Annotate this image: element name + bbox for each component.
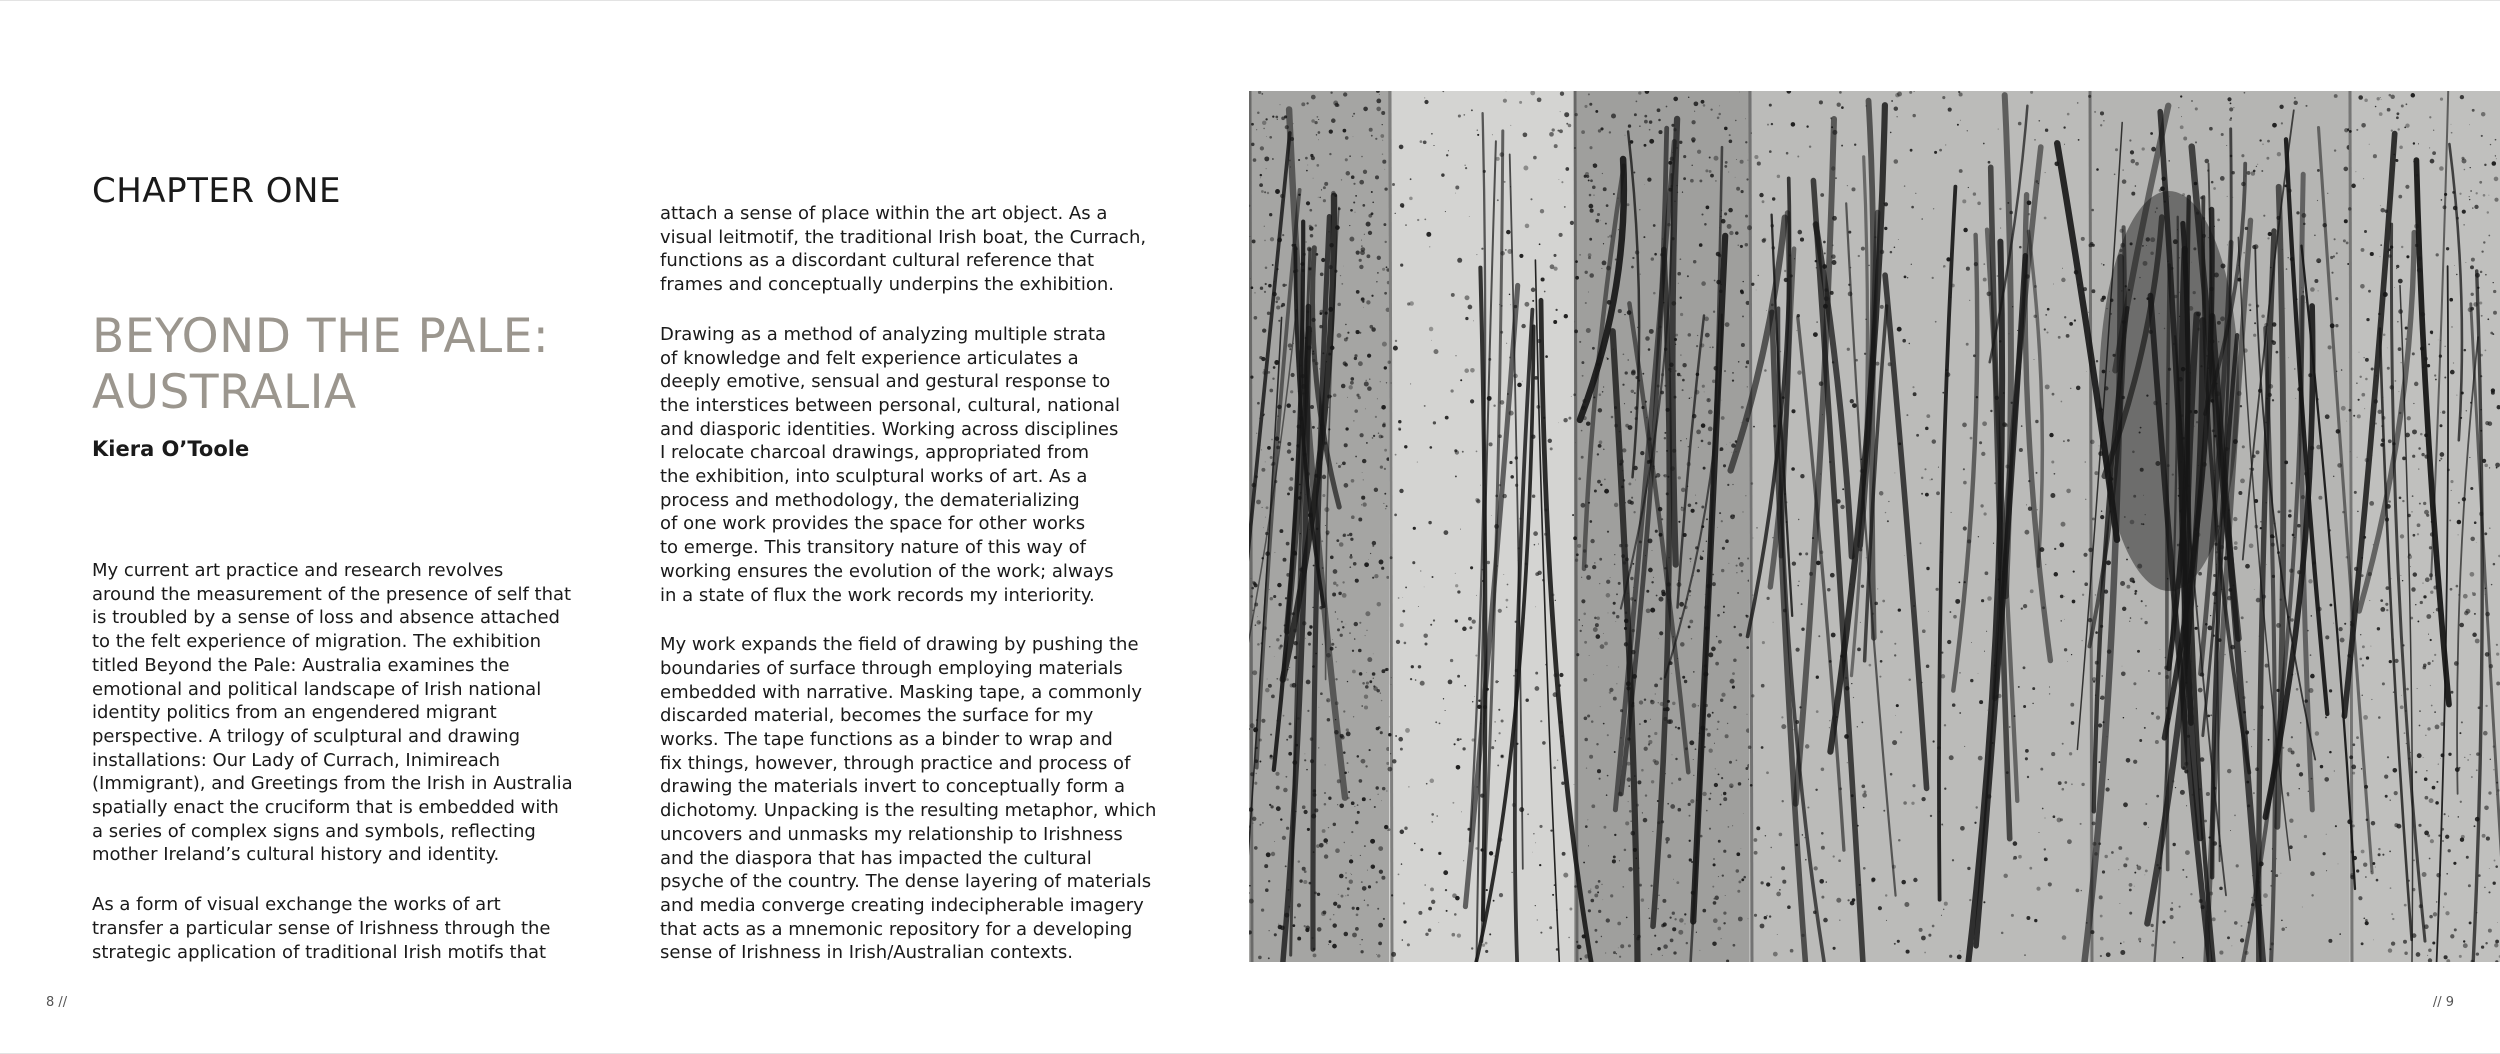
text-line: I relocate charcoal drawings, appropriated from (660, 442, 1090, 464)
text-line: visual leitmotif, the traditional Irish boat, the Currach, (660, 226, 1147, 248)
tape-edge (2090, 91, 2092, 962)
text-line: is troubled by a sense of loss and absence attached (92, 607, 560, 629)
left-text-column (92, 559, 582, 990)
text-line: discarded material, becomes the surface for my (660, 705, 1094, 727)
tape-edge (1390, 91, 1392, 962)
right-text-column (660, 202, 1160, 991)
text-line: titled Beyond the Pale: Australia examines the (92, 654, 510, 676)
article-title (92, 309, 549, 421)
page-number-left: 8 // (46, 995, 68, 1010)
text-line: around the measurement of the presence of self that (92, 583, 572, 605)
text-line: emotional and political landscape of Irish national (92, 678, 542, 700)
text-line: of knowledge and felt experience articulates a (660, 347, 1079, 369)
text-line: boundaries of surface through employing materials (660, 657, 1123, 679)
text-line: deeply emotive, sensual and gestural response to (660, 371, 1111, 393)
text-line: that acts as a mnemonic repository for a developing (660, 918, 1133, 940)
text-line: attach a sense of place within the art object. As a (660, 203, 1108, 224)
text-line: transfer a particular sense of Irishness through the (92, 917, 551, 939)
author-name: Kiera O’Toole (92, 437, 250, 461)
page-number-right: // 9 (2432, 995, 2454, 1010)
text-line: functions as a discordant cultural reference that (660, 250, 1095, 272)
text-line: identity politics from an engendered migrant (92, 702, 497, 724)
right-paragraph-2 (660, 323, 1160, 607)
text-line: fix things, however, through practice and process of (660, 752, 1131, 774)
right-paragraph-1 (660, 202, 1160, 297)
text-line: sense of Irishness in Irish/Australian contexts. (660, 942, 1073, 964)
text-line: dichotomy. Unpacking is the resulting metaphor, which (660, 800, 1157, 822)
text-line: process and methodology, the dematerializing (660, 489, 1080, 511)
text-line: and media converge creating indecipherable imagery (660, 894, 1144, 916)
text-line: As a form of visual exchange the works of art (92, 894, 501, 916)
text-line: (Immigrant), and Greetings from the Irish in Australia (92, 773, 573, 795)
charcoal-smudge (2099, 191, 2239, 591)
text-line: perspective. A trilogy of sculptural and drawing (92, 725, 521, 747)
tape-edge (1575, 91, 1577, 962)
text-line: and diasporic identities. Working across disciplines (660, 418, 1119, 440)
chapter-label: CHAPTER ONE (92, 171, 341, 211)
text-line: to the felt experience of migration. The exhibition (92, 631, 542, 653)
title-line-1: BEYOND THE PALE: (92, 309, 550, 364)
text-line: working ensures the evolution of the work; always (660, 560, 1114, 582)
text-line: installations: Our Lady of Currach, Inimireach (92, 749, 501, 771)
text-line: the exhibition, into sculptural works of art. As a (660, 466, 1088, 488)
right-paragraph-3 (660, 633, 1160, 965)
left-paragraph-2 (92, 893, 582, 964)
photo-artwork-image (1249, 91, 2500, 962)
text-line: to emerge. This transitory nature of this way of (660, 537, 1086, 559)
text-line: frames and conceptually underpins the exhibition. (660, 274, 1115, 296)
tape-edge (1750, 91, 1752, 962)
text-line: Drawing as a method of analyzing multiple strata (660, 323, 1107, 345)
text-line: uncovers and unmasks my relationship to Irishness (660, 823, 1123, 845)
text-line: a series of complex signs and symbols, reflecting (92, 820, 536, 842)
text-line: and the diaspora that has impacted the cultural (660, 847, 1092, 869)
text-line: My work expands the field of drawing by pushing the (660, 634, 1139, 656)
text-line: drawing the materials invert to conceptually form a (660, 776, 1126, 798)
text-line: in a state of flux the work records my interiority. (660, 584, 1095, 606)
text-line: mother Ireland’s cultural history and identity. (92, 844, 500, 866)
text-line: the interstices between personal, cultural, national (660, 394, 1121, 416)
text-line: strategic application of traditional Irish motifs that (92, 941, 547, 963)
left-paragraph-1 (92, 559, 582, 867)
text-line: works. The tape functions as a binder to wrap and (660, 729, 1113, 751)
title-line-2: AUSTRALIA (92, 365, 357, 420)
text-line: spatially enact the cruciform that is embedded with (92, 797, 559, 819)
text-line: of one work provides the space for other works (660, 513, 1086, 535)
text-line: My current art practice and research revolves (92, 560, 504, 581)
text-line: psyche of the country. The dense layering of materials (660, 871, 1152, 893)
charcoal-on-masking-tape-photo (1249, 91, 2500, 962)
text-line: embedded with narrative. Masking tape, a commonly (660, 681, 1143, 703)
